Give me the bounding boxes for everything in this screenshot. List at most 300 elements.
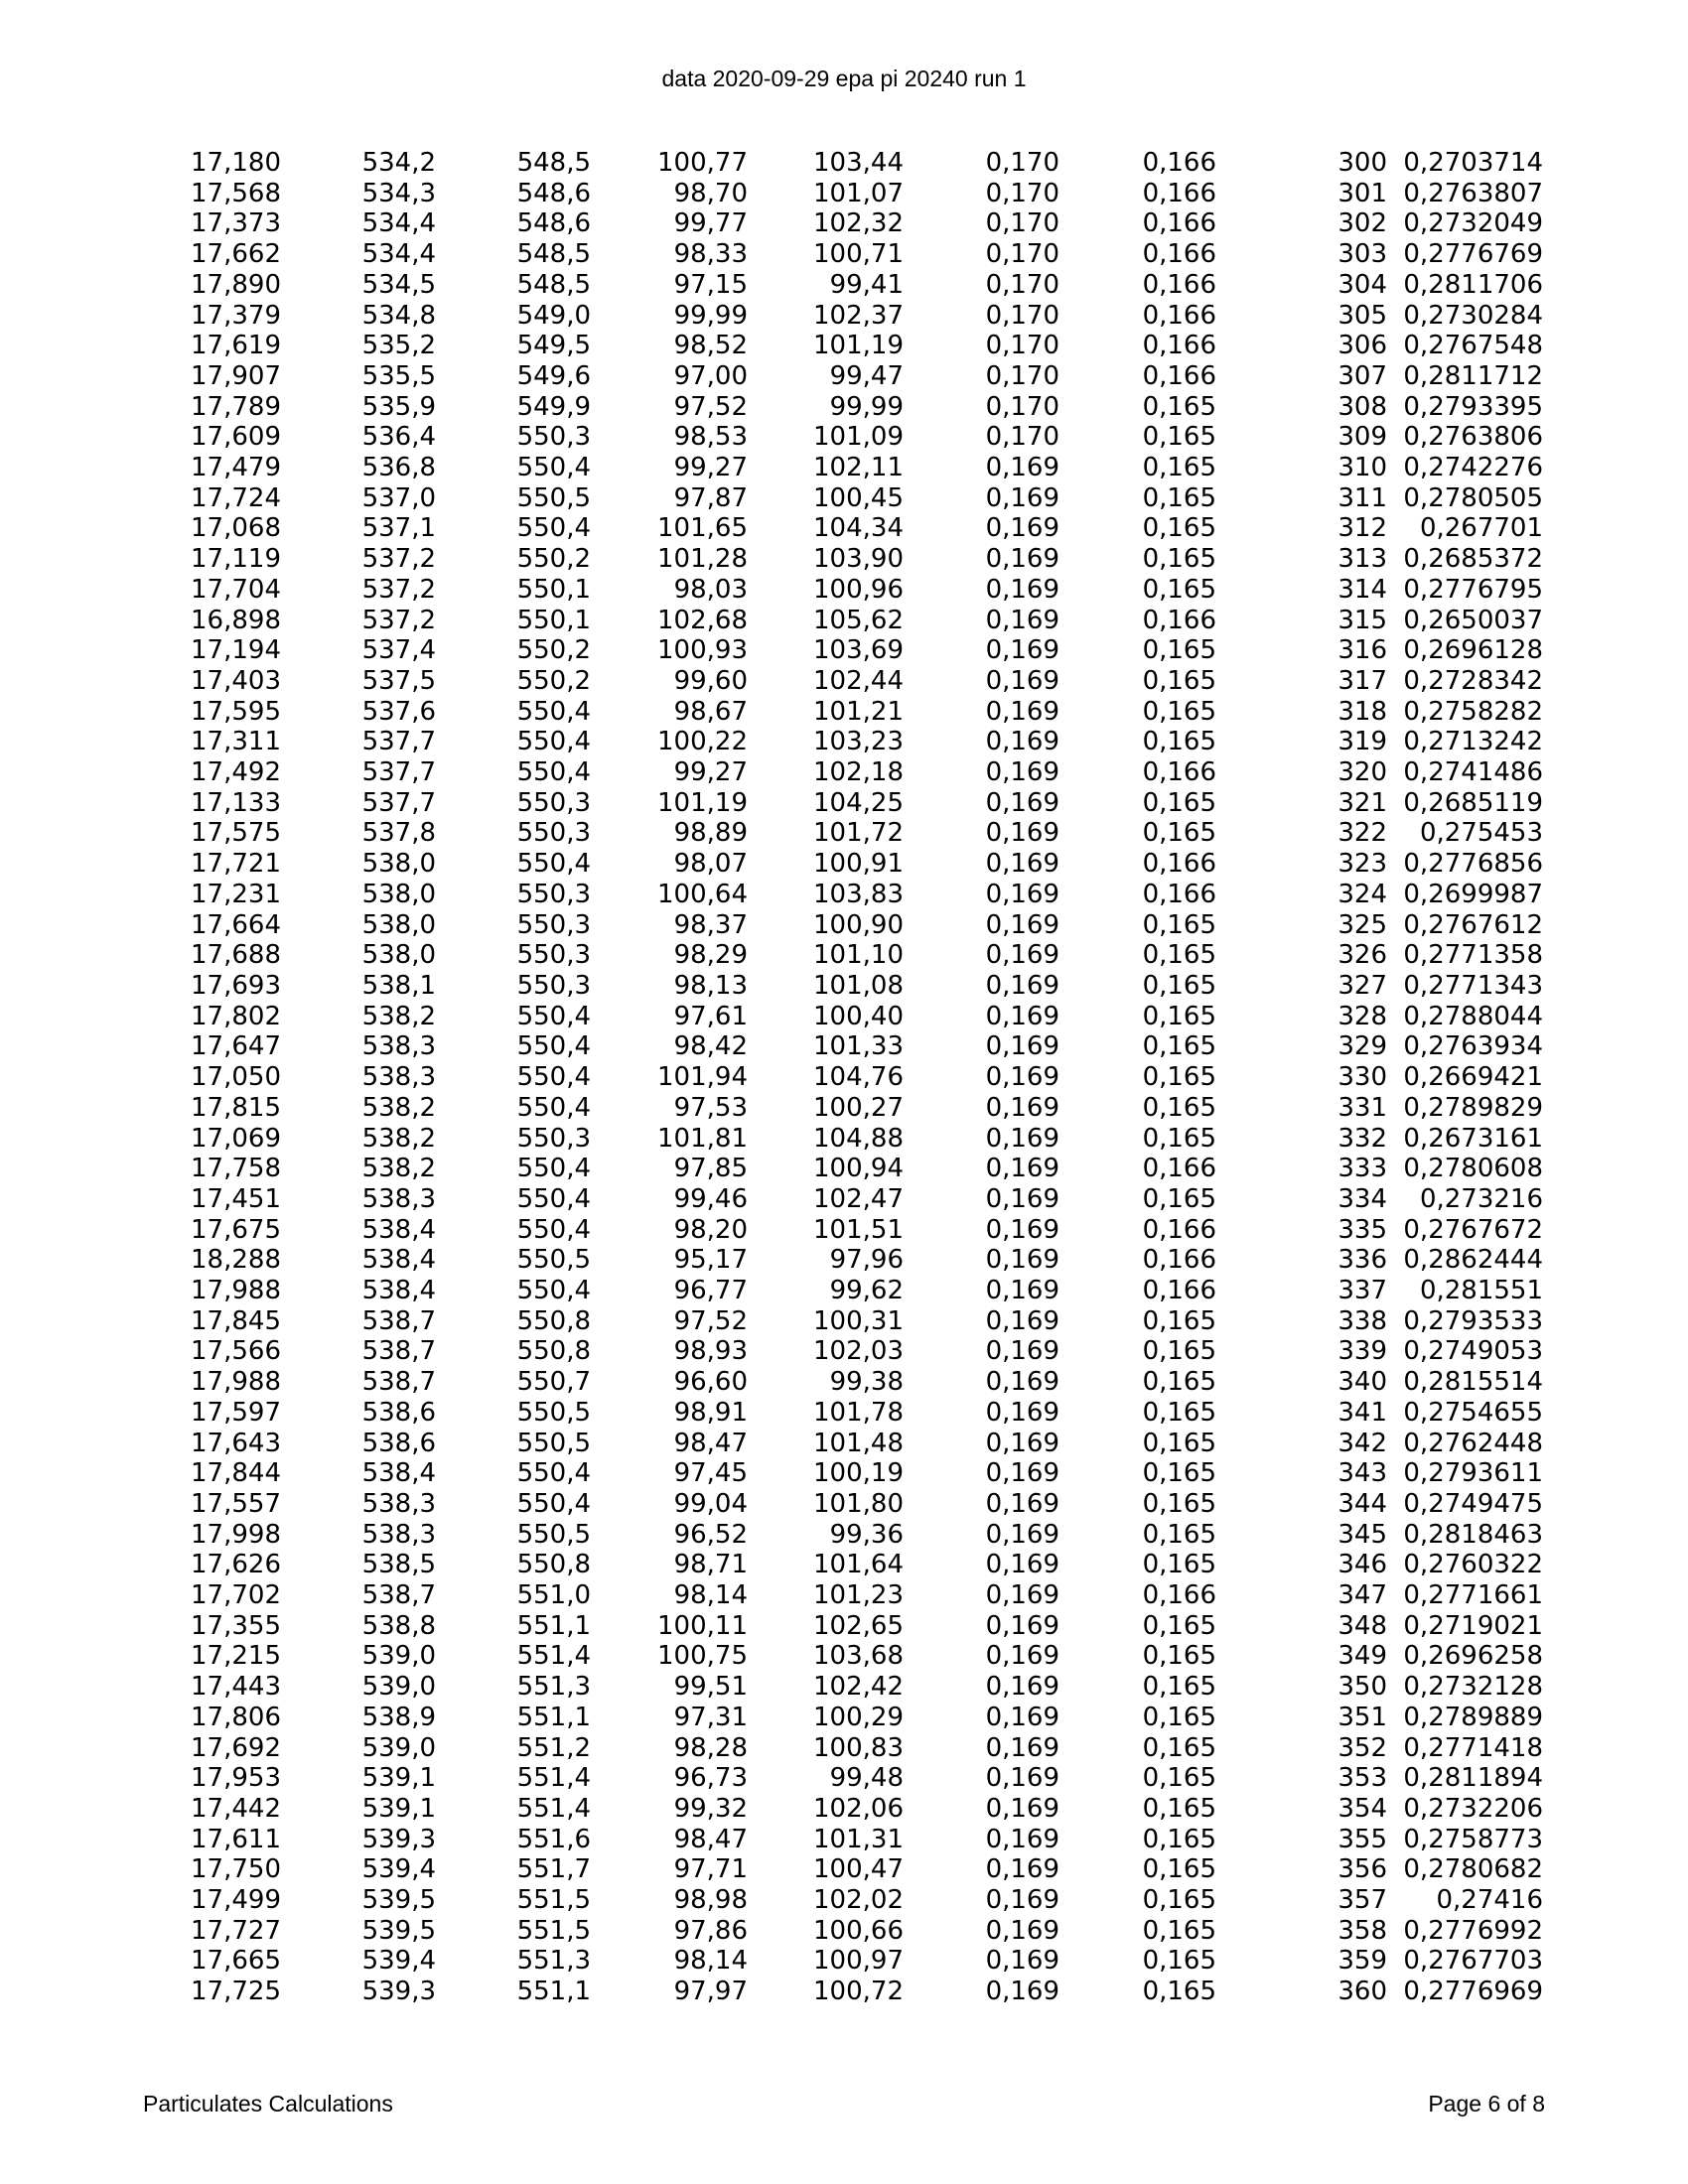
table-cell: 538,7 <box>361 1336 436 1367</box>
table-cell: 550,4 <box>516 1062 591 1093</box>
table-cell: 329 <box>1337 1031 1387 1062</box>
footer-title: Particulates Calculations <box>143 2091 393 2116</box>
table-cell: 551,5 <box>516 1885 591 1916</box>
table-cell: 535,2 <box>361 331 436 361</box>
table-cell: 550,7 <box>516 1367 591 1398</box>
table-cell: 0,169 <box>985 1763 1059 1794</box>
table-row <box>0 544 1543 575</box>
table-cell: 99,77 <box>673 208 748 239</box>
table-cell: 550,5 <box>516 1519 591 1550</box>
table-row <box>0 1580 1543 1611</box>
table-cell: 99,60 <box>673 665 748 696</box>
table-body <box>0 148 1543 2007</box>
table-row <box>0 880 1543 910</box>
table-cell: 0,2742276 <box>1403 453 1543 483</box>
table-cell: 100,66 <box>813 1915 904 1946</box>
table-cell: 98,20 <box>673 1214 748 1245</box>
table-cell: 0,169 <box>985 1214 1059 1245</box>
table-cell: 102,42 <box>813 1672 904 1703</box>
table-cell: 17,988 <box>191 1276 281 1306</box>
table-cell: 307 <box>1337 360 1387 391</box>
table-cell: 0,169 <box>985 879 1059 909</box>
table-cell: 101,81 <box>657 1123 748 1154</box>
table-cell: 539,3 <box>361 1977 436 2007</box>
table-cell: 0,2767703 <box>1403 1946 1543 1977</box>
table-cell: 539,0 <box>361 1641 436 1672</box>
table-cell: 0,2760322 <box>1403 1550 1543 1580</box>
table-row <box>0 1946 1543 1977</box>
table-cell: 0,169 <box>985 665 1059 696</box>
table-cell: 104,76 <box>813 1062 904 1093</box>
table-cell: 17,568 <box>191 178 281 208</box>
table-cell: 550,4 <box>516 696 591 727</box>
table-cell: 306 <box>1337 331 1387 361</box>
table-row <box>0 1367 1543 1398</box>
table-cell: 17,595 <box>191 696 281 727</box>
table-cell: 0,273216 <box>1419 1183 1543 1214</box>
table-row <box>0 910 1543 941</box>
table-row <box>0 788 1543 819</box>
table-cell: 101,23 <box>813 1580 904 1611</box>
table-cell: 98,89 <box>673 818 748 849</box>
table-cell: 99,41 <box>829 269 904 300</box>
table-cell: 100,75 <box>657 1641 748 1672</box>
table-cell: 551,4 <box>516 1763 591 1794</box>
table-cell: 0,169 <box>985 1977 1059 2007</box>
table-cell: 100,40 <box>813 1001 904 1031</box>
table-cell: 97,53 <box>673 1092 748 1123</box>
table-cell: 102,06 <box>813 1793 904 1824</box>
table-cell: 97,45 <box>673 1458 748 1489</box>
table-cell: 102,11 <box>813 453 904 483</box>
table-row <box>0 1733 1543 1764</box>
table-cell: 0,2669421 <box>1403 1062 1543 1093</box>
table-cell: 99,47 <box>829 360 904 391</box>
table-cell: 538,3 <box>361 1519 436 1550</box>
table-cell: 17,789 <box>191 391 281 422</box>
table-cell: 17,724 <box>191 482 281 513</box>
table-cell: 0,2732128 <box>1403 1672 1543 1703</box>
table-cell: 349 <box>1337 1641 1387 1672</box>
table-cell: 0,169 <box>985 1183 1059 1214</box>
table-cell: 17,068 <box>191 513 281 544</box>
table-cell: 360 <box>1337 1977 1387 2007</box>
table-cell: 0,2815514 <box>1403 1367 1543 1398</box>
table-cell: 345 <box>1337 1519 1387 1550</box>
table-cell: 0,169 <box>985 1672 1059 1703</box>
table-cell: 17,988 <box>191 1367 281 1398</box>
table-cell: 101,28 <box>657 544 748 575</box>
table-cell: 17,675 <box>191 1214 281 1245</box>
table-cell: 340 <box>1337 1367 1387 1398</box>
table-cell: 17,611 <box>191 1824 281 1854</box>
table-cell: 332 <box>1337 1123 1387 1154</box>
table-cell: 17,721 <box>191 849 281 880</box>
table-cell: 0,2767612 <box>1403 909 1543 940</box>
table-cell: 99,36 <box>829 1519 904 1550</box>
table-cell: 537,6 <box>361 696 436 727</box>
table-cell: 17,451 <box>191 1183 281 1214</box>
table-cell: 17,379 <box>191 300 281 331</box>
table-row <box>0 1429 1543 1459</box>
table-cell: 0,165 <box>1142 1702 1216 1732</box>
table-cell: 0,169 <box>985 1336 1059 1367</box>
table-row <box>0 1794 1543 1825</box>
table-cell: 0,2741486 <box>1403 757 1543 788</box>
table-cell: 96,52 <box>673 1519 748 1550</box>
table-cell: 0,2749475 <box>1403 1488 1543 1519</box>
table-cell: 333 <box>1337 1154 1387 1184</box>
table-cell: 550,4 <box>516 1183 591 1214</box>
table-cell: 0,2780608 <box>1403 1154 1543 1184</box>
table-cell: 0,170 <box>985 239 1059 270</box>
table-cell: 0,2767548 <box>1403 331 1543 361</box>
table-cell: 17,492 <box>191 757 281 788</box>
table-row <box>0 1276 1543 1306</box>
table-cell: 98,42 <box>673 1031 748 1062</box>
table-cell: 17,665 <box>191 1946 281 1977</box>
table-cell: 0,165 <box>1142 818 1216 849</box>
table-cell: 17,815 <box>191 1092 281 1123</box>
table-cell: 312 <box>1337 513 1387 544</box>
table-cell: 99,62 <box>829 1276 904 1306</box>
table-cell: 0,169 <box>985 1092 1059 1123</box>
table-cell: 0,166 <box>1142 849 1216 880</box>
table-cell: 0,169 <box>985 1519 1059 1550</box>
table-cell: 0,2732049 <box>1403 208 1543 239</box>
table-cell: 538,0 <box>361 879 436 909</box>
table-cell: 17,845 <box>191 1305 281 1336</box>
table-cell: 0,2713242 <box>1403 727 1543 757</box>
table-cell: 17,050 <box>191 1062 281 1093</box>
table-cell: 101,10 <box>813 940 904 971</box>
table-cell: 550,4 <box>516 1092 591 1123</box>
table-cell: 0,2763807 <box>1403 178 1543 208</box>
table-cell: 0,2732206 <box>1403 1793 1543 1824</box>
table-cell: 0,2762448 <box>1403 1428 1543 1458</box>
table-cell: 100,83 <box>813 1732 904 1763</box>
table-cell: 17,403 <box>191 665 281 696</box>
table-cell: 0,169 <box>985 787 1059 818</box>
table-cell: 550,4 <box>516 1458 591 1489</box>
table-row <box>0 1124 1543 1155</box>
table-cell: 550,5 <box>516 1245 591 1276</box>
table-cell: 0,165 <box>1142 1336 1216 1367</box>
table-cell: 346 <box>1337 1550 1387 1580</box>
table-cell: 17,704 <box>191 574 281 605</box>
table-cell: 538,4 <box>361 1245 436 1276</box>
table-cell: 98,14 <box>673 1580 748 1611</box>
table-cell: 347 <box>1337 1580 1387 1611</box>
table-cell: 551,1 <box>516 1702 591 1732</box>
table-cell: 103,44 <box>813 148 904 178</box>
table-cell: 0,169 <box>985 1824 1059 1854</box>
table-cell: 101,51 <box>813 1214 904 1245</box>
table-cell: 0,2696258 <box>1403 1641 1543 1672</box>
table-cell: 0,165 <box>1142 1092 1216 1123</box>
table-cell: 342 <box>1337 1428 1387 1458</box>
table-cell: 551,7 <box>516 1854 591 1885</box>
table-cell: 17,688 <box>191 940 281 971</box>
table-cell: 100,93 <box>657 635 748 666</box>
table-cell: 550,1 <box>516 605 591 635</box>
table-cell: 539,1 <box>361 1793 436 1824</box>
table-cell: 0,2730284 <box>1403 300 1543 331</box>
table-cell: 0,2818463 <box>1403 1519 1543 1550</box>
table-cell: 549,5 <box>516 331 591 361</box>
table-cell: 356 <box>1337 1854 1387 1885</box>
table-cell: 300 <box>1337 148 1387 178</box>
table-cell: 100,64 <box>657 879 748 909</box>
table-cell: 17,499 <box>191 1885 281 1916</box>
table-cell: 548,5 <box>516 269 591 300</box>
table-cell: 18,288 <box>191 1245 281 1276</box>
table-cell: 98,33 <box>673 239 748 270</box>
table-cell: 0,2650037 <box>1403 605 1543 635</box>
table-cell: 0,169 <box>985 696 1059 727</box>
table-cell: 538,0 <box>361 909 436 940</box>
table-cell: 102,32 <box>813 208 904 239</box>
table-cell: 318 <box>1337 696 1387 727</box>
table-cell: 0,170 <box>985 178 1059 208</box>
table-cell: 97,71 <box>673 1854 748 1885</box>
table-cell: 17,750 <box>191 1854 281 1885</box>
table-cell: 0,165 <box>1142 1001 1216 1031</box>
table-row <box>0 666 1543 697</box>
table-cell: 0,169 <box>985 1458 1059 1489</box>
table-cell: 100,29 <box>813 1702 904 1732</box>
table-cell: 17,119 <box>191 544 281 575</box>
table-cell: 551,6 <box>516 1824 591 1854</box>
table-cell: 537,0 <box>361 482 436 513</box>
table-cell: 338 <box>1337 1305 1387 1336</box>
table-cell: 98,98 <box>673 1885 748 1916</box>
table-cell: 0,169 <box>985 849 1059 880</box>
table-row <box>0 239 1543 270</box>
table-cell: 0,169 <box>985 1641 1059 1672</box>
table-cell: 0,166 <box>1142 757 1216 788</box>
table-cell: 17,311 <box>191 727 281 757</box>
table-cell: 17,844 <box>191 1458 281 1489</box>
table-row <box>0 757 1543 788</box>
table-cell: 0,170 <box>985 269 1059 300</box>
table-cell: 538,0 <box>361 849 436 880</box>
table-cell: 539,3 <box>361 1824 436 1854</box>
table-cell: 97,00 <box>673 360 748 391</box>
table-cell: 0,169 <box>985 1305 1059 1336</box>
table-cell: 0,165 <box>1142 1854 1216 1885</box>
table-cell: 101,72 <box>813 818 904 849</box>
table-cell: 551,4 <box>516 1641 591 1672</box>
table-cell: 538,5 <box>361 1550 436 1580</box>
table-cell: 534,4 <box>361 208 436 239</box>
table-cell: 95,17 <box>673 1245 748 1276</box>
table-cell: 538,2 <box>361 1092 436 1123</box>
table-cell: 538,4 <box>361 1214 436 1245</box>
table-cell: 538,8 <box>361 1610 436 1641</box>
table-cell: 0,165 <box>1142 1183 1216 1214</box>
table-cell: 99,04 <box>673 1488 748 1519</box>
table-cell: 17,802 <box>191 1001 281 1031</box>
table-cell: 0,169 <box>985 1245 1059 1276</box>
table-cell: 0,2862444 <box>1403 1245 1543 1276</box>
table-cell: 550,4 <box>516 1276 591 1306</box>
table-cell: 550,5 <box>516 1397 591 1428</box>
table-cell: 0,169 <box>985 1702 1059 1732</box>
table-cell: 0,166 <box>1142 300 1216 331</box>
table-cell: 535,9 <box>361 391 436 422</box>
table-cell: 0,170 <box>985 300 1059 331</box>
table-cell: 550,3 <box>516 787 591 818</box>
table-cell: 0,165 <box>1142 1123 1216 1154</box>
table-cell: 0,169 <box>985 1154 1059 1184</box>
table-cell: 343 <box>1337 1458 1387 1489</box>
table-cell: 99,32 <box>673 1793 748 1824</box>
table-cell: 0,169 <box>985 1915 1059 1946</box>
table-row <box>0 575 1543 606</box>
table-cell: 325 <box>1337 909 1387 940</box>
table-cell: 537,2 <box>361 574 436 605</box>
table-row <box>0 1611 1543 1642</box>
table-cell: 538,2 <box>361 1123 436 1154</box>
table-cell: 538,9 <box>361 1702 436 1732</box>
table-cell: 339 <box>1337 1336 1387 1367</box>
table-cell: 550,2 <box>516 635 591 666</box>
table-cell: 550,4 <box>516 1488 591 1519</box>
table-cell: 537,4 <box>361 635 436 666</box>
table-cell: 0,169 <box>985 605 1059 635</box>
table-cell: 538,4 <box>361 1458 436 1489</box>
table-row <box>0 422 1543 453</box>
table-cell: 17,557 <box>191 1488 281 1519</box>
table-cell: 0,169 <box>985 757 1059 788</box>
table-cell: 97,31 <box>673 1702 748 1732</box>
table-cell: 17,998 <box>191 1519 281 1550</box>
table-cell: 0,165 <box>1142 1763 1216 1794</box>
table-cell: 0,165 <box>1142 635 1216 666</box>
table-cell: 98,07 <box>673 849 748 880</box>
table-cell: 0,165 <box>1142 1062 1216 1093</box>
table-cell: 0,170 <box>985 360 1059 391</box>
table-cell: 0,166 <box>1142 269 1216 300</box>
table-cell: 98,03 <box>673 574 748 605</box>
table-cell: 0,166 <box>1142 1154 1216 1184</box>
table-cell: 537,7 <box>361 757 436 788</box>
table-cell: 17,727 <box>191 1915 281 1946</box>
table-cell: 0,2776969 <box>1403 1977 1543 2007</box>
table-cell: 534,2 <box>361 148 436 178</box>
table-cell: 101,21 <box>813 696 904 727</box>
table-cell: 101,48 <box>813 1428 904 1458</box>
table-cell: 0,169 <box>985 1428 1059 1458</box>
table-cell: 101,64 <box>813 1550 904 1580</box>
table-cell: 0,2811894 <box>1403 1763 1543 1794</box>
table-cell: 537,2 <box>361 605 436 635</box>
table-cell: 0,165 <box>1142 574 1216 605</box>
table-cell: 98,91 <box>673 1397 748 1428</box>
table-cell: 309 <box>1337 422 1387 453</box>
table-cell: 550,5 <box>516 482 591 513</box>
table-cell: 0,165 <box>1142 1732 1216 1763</box>
table-row <box>0 1306 1543 1337</box>
table-cell: 17,693 <box>191 970 281 1001</box>
table-cell: 0,165 <box>1142 1031 1216 1062</box>
table-cell: 0,165 <box>1142 1885 1216 1916</box>
table-cell: 17,692 <box>191 1732 281 1763</box>
table-cell: 550,4 <box>516 1154 591 1184</box>
table-cell: 17,566 <box>191 1336 281 1367</box>
table-cell: 98,67 <box>673 696 748 727</box>
table-cell: 0,2758282 <box>1403 696 1543 727</box>
table-row <box>0 940 1543 971</box>
table-cell: 0,169 <box>985 970 1059 1001</box>
table-cell: 359 <box>1337 1946 1387 1977</box>
table-cell: 537,5 <box>361 665 436 696</box>
table-cell: 99,27 <box>673 757 748 788</box>
table-cell: 0,165 <box>1142 1550 1216 1580</box>
table-cell: 0,166 <box>1142 178 1216 208</box>
table-cell: 97,52 <box>673 1305 748 1336</box>
table-cell: 0,169 <box>985 1793 1059 1824</box>
table-cell: 550,4 <box>516 453 591 483</box>
table-cell: 0,165 <box>1142 940 1216 971</box>
table-cell: 0,2776992 <box>1403 1915 1543 1946</box>
table-cell: 100,72 <box>813 1977 904 2007</box>
table-row <box>0 270 1543 301</box>
table-row <box>0 727 1543 757</box>
table-row <box>0 1002 1543 1032</box>
table-cell: 0,2699987 <box>1403 879 1543 909</box>
table-cell: 98,14 <box>673 1946 748 1977</box>
table-cell: 0,166 <box>1142 1276 1216 1306</box>
table-cell: 0,169 <box>985 1488 1059 1519</box>
table-cell: 551,1 <box>516 1610 591 1641</box>
table-cell: 352 <box>1337 1732 1387 1763</box>
table-cell: 0,2771343 <box>1403 970 1543 1001</box>
page-number: Page 6 of 8 <box>1428 2091 1545 2116</box>
table-cell: 301 <box>1337 178 1387 208</box>
table-cell: 0,169 <box>985 1580 1059 1611</box>
table-cell: 341 <box>1337 1397 1387 1428</box>
table-cell: 0,165 <box>1142 665 1216 696</box>
table-cell: 100,11 <box>657 1610 748 1641</box>
table-cell: 538,7 <box>361 1367 436 1398</box>
table-cell: 98,53 <box>673 422 748 453</box>
table-row <box>0 1641 1543 1672</box>
table-cell: 100,31 <box>813 1305 904 1336</box>
table-cell: 549,6 <box>516 360 591 391</box>
table-cell: 536,4 <box>361 422 436 453</box>
table-cell: 17,231 <box>191 879 281 909</box>
table-cell: 0,165 <box>1142 787 1216 818</box>
table-cell: 0,169 <box>985 635 1059 666</box>
table-cell: 0,170 <box>985 391 1059 422</box>
table-cell: 17,442 <box>191 1793 281 1824</box>
table-cell: 17,215 <box>191 1641 281 1672</box>
table-cell: 17,180 <box>191 148 281 178</box>
table-cell: 538,3 <box>361 1031 436 1062</box>
table-cell: 0,169 <box>985 1123 1059 1154</box>
table-cell: 328 <box>1337 1001 1387 1031</box>
table-row <box>0 148 1543 179</box>
table-cell: 538,3 <box>361 1062 436 1093</box>
table-cell: 0,166 <box>1142 605 1216 635</box>
table-cell: 326 <box>1337 940 1387 971</box>
table-cell: 0,2719021 <box>1403 1610 1543 1641</box>
table-cell: 17,758 <box>191 1154 281 1184</box>
table-cell: 0,165 <box>1142 422 1216 453</box>
table-cell: 551,0 <box>516 1580 591 1611</box>
